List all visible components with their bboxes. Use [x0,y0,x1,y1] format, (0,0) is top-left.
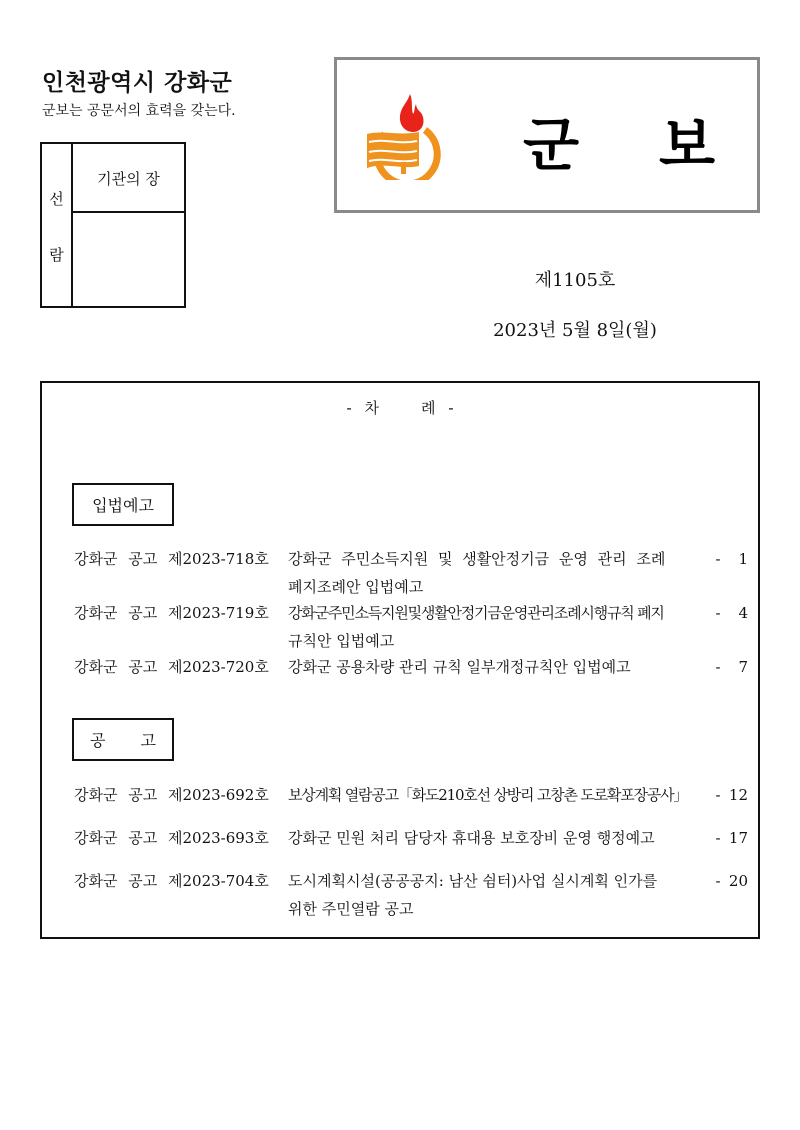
entry-page: 1 [738,550,748,568]
entry-dash: - [715,829,721,847]
entry-ref: 강화군 공고 제2023-693호 [74,829,269,847]
section-label-legislative-notice: 입법예고 [72,483,174,526]
entry-dash: - [715,604,721,622]
org-subtitle: 군보는 공문서의 효력을 갖는다. [42,103,236,119]
review-side-label-bottom: 람 [49,246,64,264]
gangwha-emblem-icon [363,90,453,180]
entry-dash: - [715,658,721,676]
entry-title-cont: 규칙안 입법예고 [288,632,395,650]
review-side-label-top: 선 [49,190,64,208]
entry-page: 12 [728,786,748,804]
entry-page: 4 [738,604,748,622]
toc-title-left: - 차 [346,399,379,417]
review-header-label: 기관의 장 [97,170,160,188]
issue-number: 제1105호 [534,270,616,291]
entry-title: 강화군 민원 처리 담당자 휴대용 보호장비 운영 행정예고 [288,829,655,847]
entry-ref: 강화군 공고 제2023-704호 [74,872,269,890]
toc-title-right: 례 - [421,399,454,417]
review-signature-cell [73,213,184,306]
entry-title: 강화군주민소득지원및생활안정기금운영관리조례시행규칙 폐지 [288,604,664,622]
section-label-public-notice [72,718,174,761]
entry-title: 강화군 주민소득지원 및 생활안정기금 운영 관리 조례 [288,550,666,568]
toc-title [42,397,758,418]
entry-dash: - [715,786,721,804]
masthead-title-bo: 보 [659,111,716,179]
masthead [334,57,760,213]
entry-title: 보상계획 열람공고「화도210호선 상방리 고창촌 도로확포장공사」 [288,786,688,804]
masthead-title-gun: 군 [523,111,580,179]
entry-page: 20 [728,872,748,890]
section-label-right: 고 [140,731,156,750]
entry-ref: 강화군 공고 제2023-719호 [74,604,269,622]
org-title: 인천광역시 강화군 [42,70,233,96]
entry-dash: - [715,550,721,568]
entry-title-cont: 폐지조례안 입법예고 [288,578,424,596]
entry-page: 7 [738,658,748,676]
table-of-contents [40,381,760,939]
entry-dash: - [715,872,721,890]
entry-page: 17 [728,829,748,847]
entry-ref: 강화군 공고 제2023-718호 [74,550,269,568]
issue-date: 2023년 5월 8일(월) [493,320,657,341]
entry-ref: 강화군 공고 제2023-692호 [74,786,269,804]
entry-title: 도시계획시설(공공공지: 남산 쉼터)사업 실시계획 인가를 [288,872,658,890]
section-label-left: 공 [90,731,106,750]
entry-title-cont: 위한 주민열람 공고 [288,900,414,918]
entry-ref: 강화군 공고 제2023-720호 [74,658,269,676]
entry-title: 강화군 공용차량 관리 규칙 일부개정규칙안 입법예고 [288,658,631,676]
review-header-cell [73,144,184,213]
